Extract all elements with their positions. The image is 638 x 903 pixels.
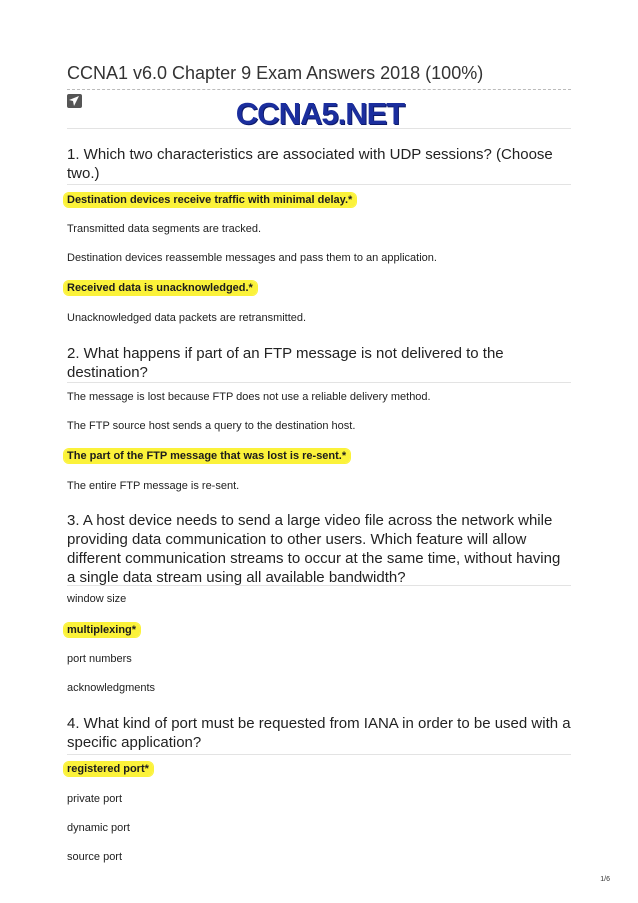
question-1: 1. Which two characteristics are associated with UDP sessions? (Choose two.) (67, 146, 553, 182)
answer-option: The FTP source host sends a query to the destination host. (67, 420, 356, 432)
answer-option-correct (67, 281, 572, 295)
answer-option-correct (67, 449, 572, 463)
question-divider (67, 754, 571, 755)
send-arrow-icon[interactable] (67, 94, 82, 108)
answer-option-correct (67, 623, 572, 637)
question-divider (67, 382, 571, 383)
title-divider (67, 89, 571, 90)
answer-option: window size (67, 593, 127, 605)
answer-option: Transmitted data segments are tracked. (67, 223, 262, 235)
answer-option-correct (67, 193, 572, 207)
answer-option: private port (67, 793, 123, 805)
answer-option: Unacknowledged data packets are retransmitted. (67, 312, 307, 324)
page-title: CCNA1 v6.0 Chapter 9 Exam Answers 2018 (100%) (67, 63, 484, 83)
answer-text: registered port* (64, 762, 153, 776)
answer-option: acknowledgments (67, 682, 156, 694)
answer-option: dynamic port (67, 822, 130, 834)
question-2: 2. What happens if part of an FTP message is not delivered to the destination? (67, 345, 504, 381)
answer-text: Received data is unacknowledged.* (64, 281, 257, 295)
answer-option: Destination devices reassemble messages and pass them to an application. (67, 252, 437, 264)
answer-option: The entire FTP message is re-sent. (67, 480, 240, 492)
answer-option: source port (67, 851, 123, 863)
site-logo: CCNA5.NET (235, 96, 405, 131)
answer-text: Destination devices receive traffic with minimal delay.* (64, 193, 356, 207)
answer-text: The part of the FTP message that was lost is re-sent.* (64, 449, 350, 463)
answer-option: port numbers (67, 653, 132, 665)
logo-divider (67, 128, 571, 129)
question-divider (67, 184, 571, 185)
question-3: 3. A host device needs to send a large video file across the network while providing data communication to other users. Which feature will allow different communication streams to occur at the same time, without having a single data stream using all available bandwidth? (67, 512, 561, 586)
answer-option-correct (67, 762, 572, 776)
page-number: 1/6 (600, 876, 610, 883)
answer-text: multiplexing* (64, 623, 140, 637)
question-divider (67, 585, 571, 586)
answer-option: The message is lost because FTP does not use a reliable delivery method. (67, 391, 431, 403)
question-4: 4. What kind of port must be requested from IANA in order to be used with a specific application? (67, 715, 571, 751)
